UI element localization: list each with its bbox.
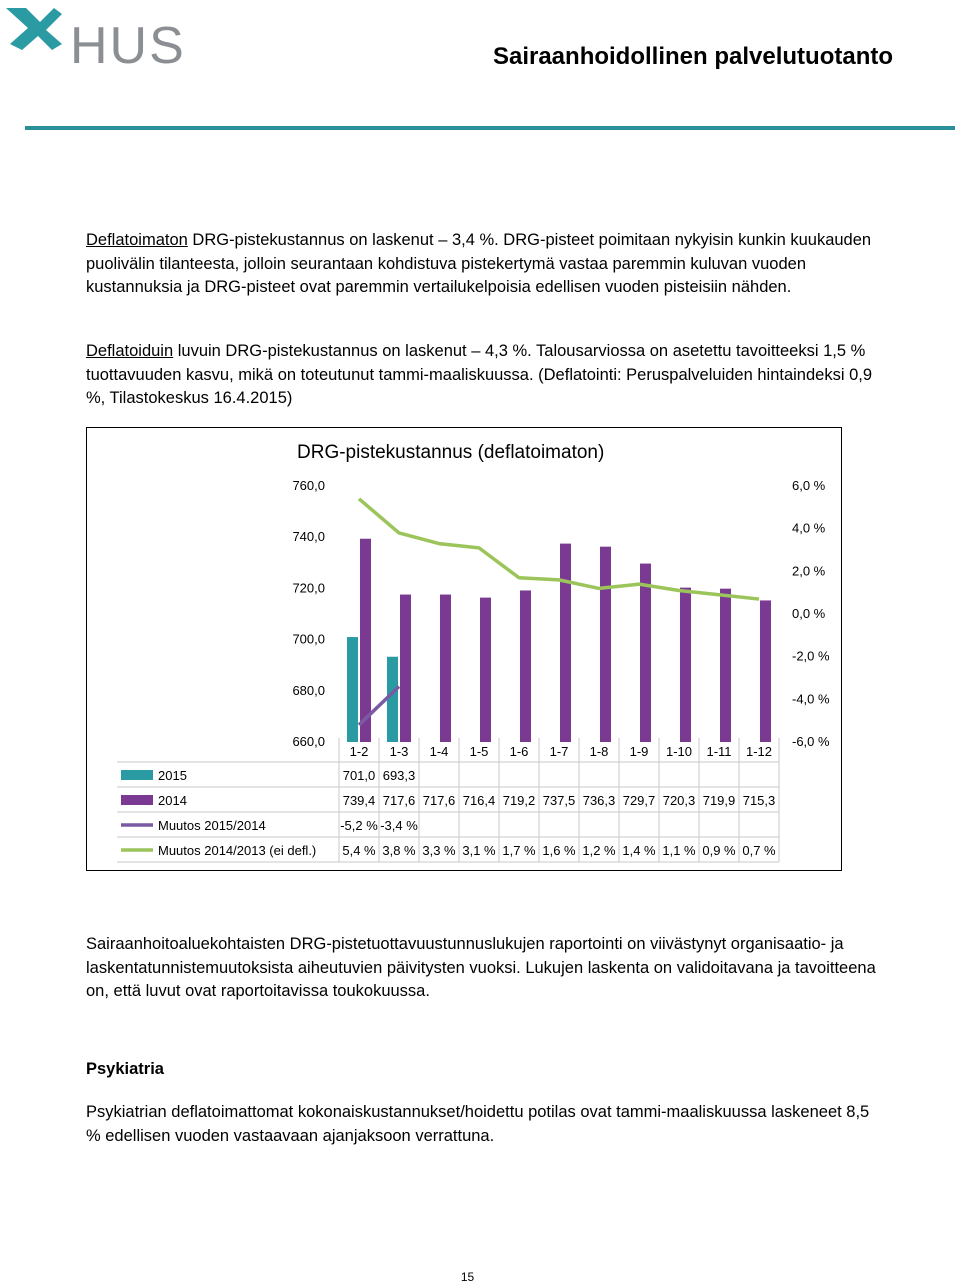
bar-2014: [480, 598, 491, 742]
paragraph-reporting: Sairaanhoitoaluekohtaisten DRG-pistetuottavuustunnuslukujen raportointi on viivästynyt organisaatio- ja laskentatunnistemuutoksista aiheutuvien päivitysten vuoksi. Lukujen laskenta on validoitavana ja tavoitteena on, että luvut ovat raportoitavissa toukokuussa.: [86, 935, 876, 1000]
y-tick-label: 720,0: [292, 580, 325, 596]
legend-label: 2014: [158, 793, 187, 808]
data-label: 3,1 %: [462, 843, 496, 858]
section-heading-psykiatria: Psykiatria: [86, 1060, 164, 1078]
bar-2014: [360, 539, 371, 742]
y-tick-label: 740,0: [292, 529, 325, 545]
header-divider: [25, 126, 955, 130]
bar-2014: [640, 564, 651, 742]
data-label: 0,9 %: [702, 843, 736, 858]
data-label: -5,2 %: [340, 818, 378, 833]
data-label: 719,2: [502, 793, 536, 808]
category-label: 1-2: [349, 744, 369, 759]
data-label: 1,7 %: [502, 843, 536, 858]
data-label: 0,7 %: [742, 843, 776, 858]
y2-tick-label: -6,0 %: [792, 734, 830, 749]
bar-2015: [347, 637, 358, 742]
data-label: 693,3: [382, 768, 416, 783]
data-label: 1,4 %: [622, 843, 656, 858]
data-label: 720,3: [662, 793, 696, 808]
bar-2014: [560, 544, 571, 742]
bar-2014: [440, 595, 451, 742]
bar-2014: [720, 589, 731, 742]
bar-2014: [400, 595, 411, 742]
data-label: 729,7: [622, 793, 656, 808]
y2-tick-label: 6,0 %: [792, 478, 826, 493]
category-label: 1-3: [389, 744, 409, 759]
data-label: 715,3: [742, 793, 776, 808]
line-muutos-2014-2013: [359, 499, 759, 599]
category-label: 1-5: [469, 744, 489, 759]
y-tick-label: 680,0: [292, 682, 325, 698]
bar-2014: [600, 547, 611, 742]
category-label: 1-10: [665, 744, 693, 759]
paragraph-deflatoimaton: [86, 229, 886, 300]
y-tick-label: 700,0: [292, 631, 325, 647]
data-label: 717,6: [422, 793, 456, 808]
category-label: 1-6: [509, 744, 529, 759]
category-label: 1-11: [706, 744, 732, 759]
bar-2014: [760, 600, 771, 742]
page-title: Sairaanhoidollinen palvelutuotanto: [492, 43, 893, 70]
data-label: 1,6 %: [542, 843, 576, 858]
data-label: 717,6: [382, 793, 416, 808]
category-label: 1-7: [549, 744, 569, 759]
legend-label: Muutos 2014/2013 (ei defl.): [158, 843, 317, 858]
paragraph-text: luvuin DRG-pistekustannus on laskenut – 4,3 %. Talousarviossa on asetettu tavoitteeksi 1,5 % tuottavuuden kasvu, mikä on toteutunut tammi-maaliskuussa. (Deflatointi: Peruspalveluiden hintaindeksi 0,9 %, Tilastokeskus 16.4.2015): [86, 342, 873, 407]
paragraph-text: DRG-pistekustannus on laskenut – 3,4 %. DRG-pisteet poimitaan nykyisin kunkin kuukauden puolivälin tilanteesta, jolloin seurantaan kohdistuva pistekertymä vastaa paremmin kuluvan vuoden kustannuksia ja DRG-pisteet ovat paremmin vertailukelpoisia edellisen vuoden pisteisiin nähden.: [86, 231, 872, 296]
data-label: 1,1 %: [662, 843, 696, 858]
legend-swatch: [121, 770, 153, 780]
chart-svg: [87, 428, 841, 870]
legend-swatch: [121, 795, 153, 805]
paragraph-psykiatria: Psykiatrian deflatoimattomat kokonaiskustannukset/hoidettu potilas ovat tammi-maaliskuussa laskeneet 8,5 % edellisen vuoden vastaavaan ajanjaksoon verrattuna.: [86, 1103, 870, 1145]
data-label: 1,2 %: [582, 843, 616, 858]
data-label: 3,3 %: [422, 843, 456, 858]
bar-2014: [520, 590, 531, 742]
data-label: -3,4 %: [380, 818, 418, 833]
logo-text: HUS: [70, 17, 186, 75]
legend-label: Muutos 2015/2014: [158, 818, 266, 833]
y2-tick-label: 0,0 %: [792, 606, 826, 621]
data-label: 716,4: [462, 793, 496, 808]
data-label: 3,8 %: [382, 843, 416, 858]
legend-label: 2015: [158, 768, 187, 783]
y-tick-label: 760,0: [292, 478, 325, 493]
category-label: 1-9: [629, 744, 649, 759]
chart-title: DRG-pistekustannus (deflatoimaton): [297, 442, 605, 463]
y2-tick-label: -4,0 %: [792, 691, 830, 707]
bar-2014: [680, 588, 691, 742]
category-label: 1-4: [429, 744, 449, 759]
y-tick-label: 660,0: [292, 734, 325, 749]
y2-tick-label: 2,0 %: [792, 563, 826, 579]
paragraph-deflatoiduin: [86, 340, 886, 411]
y2-tick-label: -2,0 %: [792, 648, 830, 664]
data-label: 736,3: [582, 793, 616, 808]
term-deflatoiduin: Deflatoiduin: [86, 342, 174, 360]
data-label: 701,0: [342, 768, 376, 783]
term-deflatoimaton: Deflatoimaton: [86, 231, 188, 249]
category-label: 1-12: [745, 744, 773, 759]
category-label: 1-8: [589, 744, 609, 759]
drg-chart: [86, 427, 842, 871]
page-number: 15: [460, 1270, 475, 1284]
y2-tick-label: 4,0 %: [792, 520, 826, 536]
bar-2015: [387, 657, 398, 742]
data-label: 739,4: [342, 793, 376, 808]
data-label: 719,9: [702, 793, 736, 808]
data-label: 5,4 %: [342, 843, 376, 858]
data-label: 737,5: [542, 793, 576, 808]
